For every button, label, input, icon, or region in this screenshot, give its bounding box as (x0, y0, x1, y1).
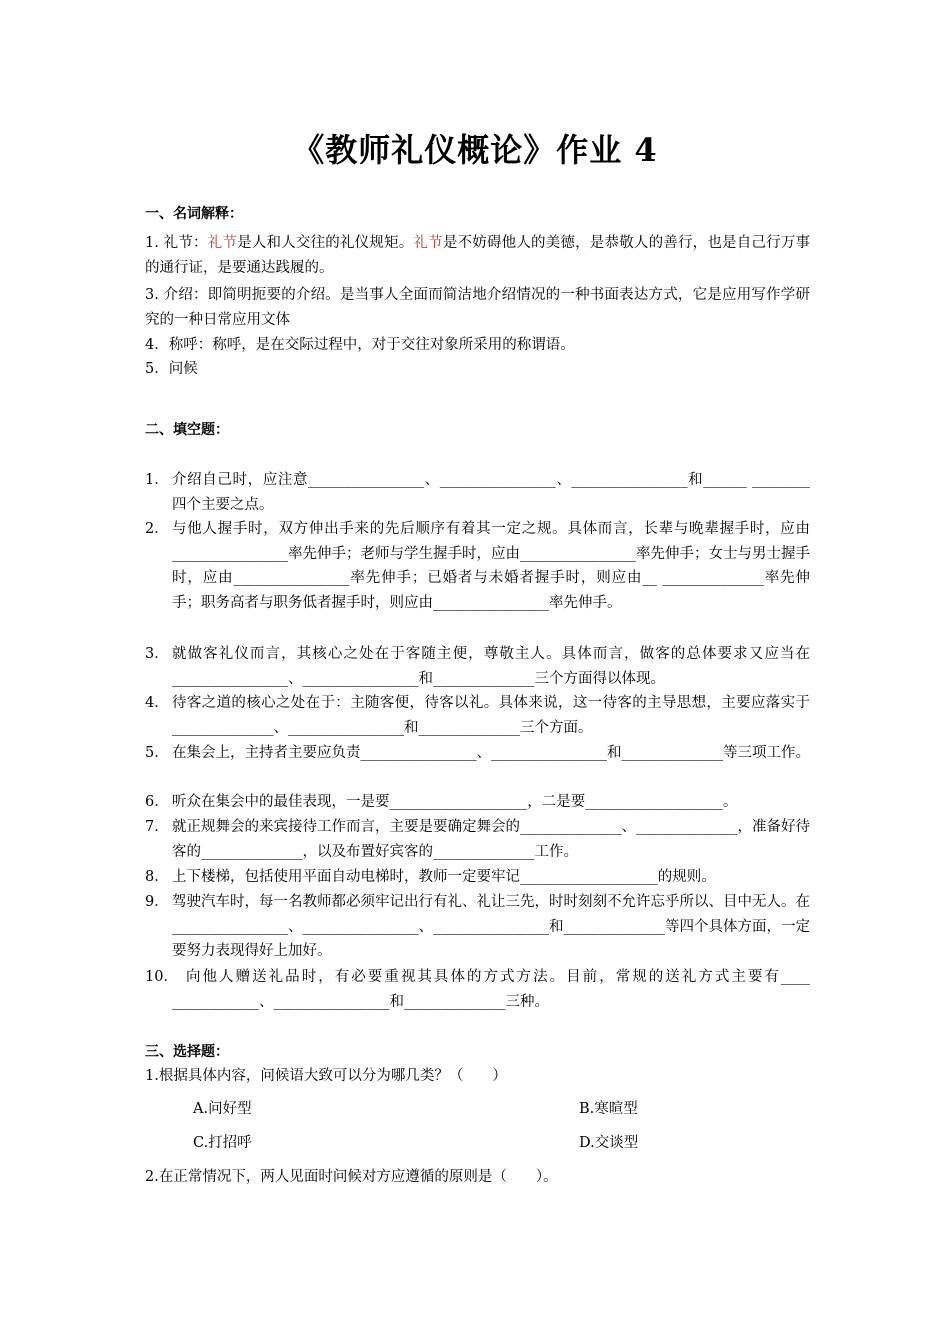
definition-item: 3. 介绍：即简明扼要的介绍。是当事人全面而简洁地介绍情况的一种书面表达方式，它是应用写作学研究的一种日常应用文体 (145, 287, 810, 328)
highlighted-term: 礼节 (207, 235, 238, 251)
question-text: 听众在集会中的最佳表现，一是要___________________，二是要___________________。 (172, 794, 738, 810)
question-number: 2． (145, 521, 169, 537)
choice-question: 2.在正常情况下，两人见面时问候对方应遵循的原则是（ ）。 (145, 1169, 558, 1185)
choice-option-a[interactable]: A.问好型 (193, 1101, 252, 1117)
definition-item: 4．称呼：称呼，是在交际过程中，对于交往对象所采用的称谓语。 (145, 337, 575, 353)
fill-blank-question (145, 890, 810, 964)
definition-text: 是不妨碍他人的美德，是恭敬人的善行，也是自己行万事的通行证，是要通达践履的。 (145, 235, 811, 276)
question-text: 与他人握手时，双方伸出手来的先后顺序有着其一定之规。具体而言，长辈与晚辈握手时，应由________________率先伸手；老师与学生握手时，应由________________率先伸手；女士与男士握手时，应由________________率先伸手；已婚者与未婚者握手时，则应由__ ______________率先伸手；职务高者与职务低者握手时，则应由________________率先伸手。 (172, 521, 810, 611)
question-text: 待客之道的核心之处在于：主随客便，待客以礼。具体来说，这一待客的主导思想，主要应落实于______________、________________和______________三个方面。 (172, 695, 810, 736)
choice-option-b[interactable]: B.寒暄型 (579, 1101, 638, 1117)
choice-option-d[interactable]: D.交谈型 (579, 1135, 639, 1151)
question-number: 1． (145, 472, 169, 488)
fill-blank-question (145, 691, 810, 740)
question-text: 上下楼梯，包括使用平面自动电梯时，教师一定要牢记___________________的规则。 (172, 869, 716, 885)
fill-blank-question (145, 865, 810, 890)
page-title: 《教师礼仪概论》作业 4 (292, 131, 658, 169)
fill-blank-question (145, 815, 810, 864)
question-number: 4． (145, 695, 169, 711)
highlighted-term: 礼节 (413, 235, 443, 251)
definition-item: 5．问候 (145, 361, 198, 377)
question-number: 9． (145, 894, 169, 910)
question-text: 介绍自己时，应注意________________、________________、________________和______ ________四个主要之点。 (172, 472, 810, 513)
question-number: 5． (145, 745, 169, 761)
fill-blank-question (145, 965, 810, 1014)
fill-blank-question (145, 642, 810, 691)
section-heading-fill-blank: 二、填空题： (145, 422, 229, 438)
choice-option-c[interactable]: C.打招呼 (193, 1135, 252, 1151)
fill-blank-question (145, 790, 810, 815)
question-number: 8． (145, 869, 169, 885)
question-text: 驾驶汽车时，每一名教师都必须牢记出行有礼、礼让三先，时时刻刻不允许忘乎所以、目中无人。在________________、________________、________________和______________等四个具体方面，一定要努力表现得好上加好。 (172, 894, 810, 959)
definition-text: 是人和人交往的礼仪规矩。 (237, 235, 414, 251)
section-heading-definitions: 一、名词解释： (145, 206, 243, 222)
section-heading-multiple-choice: 三、选择题： (145, 1044, 229, 1060)
question-number: 7． (145, 819, 169, 835)
choice-question: 1.根据具体内容，问候语大致可以分为哪几类？（ ） (145, 1068, 507, 1084)
definition-item (145, 231, 810, 281)
question-text: 在集会上，主持者主要应负责________________、________________和______________等三项工作。 (172, 745, 810, 761)
fill-blank-question (145, 741, 810, 766)
question-text: 就做客礼仪而言，其核心之处在于客随主便，尊敬主人。具体而言，做客的总体要求又应当在________________、________________和______________三个方面得以体现。 (172, 646, 810, 687)
fill-blank-question (145, 517, 810, 615)
question-number: 6． (145, 794, 169, 810)
question-text: 就正规舞会的来宾接待工作而言，主要是要确定舞会的______________、______________，准备好待客的______________，以及布置好宾客的______________工作。 (172, 819, 810, 860)
question-number: 10． (145, 969, 178, 985)
fill-blank-question (145, 468, 810, 517)
definition-prefix: 1. 礼节： (145, 235, 208, 251)
question-number: 3． (145, 646, 169, 662)
question-text: 向他人赠送礼品时，有必要重视其具体的方式方法。目前，常规的送礼方式主要有____ ____________、________________和______________三种。 (172, 969, 810, 1010)
